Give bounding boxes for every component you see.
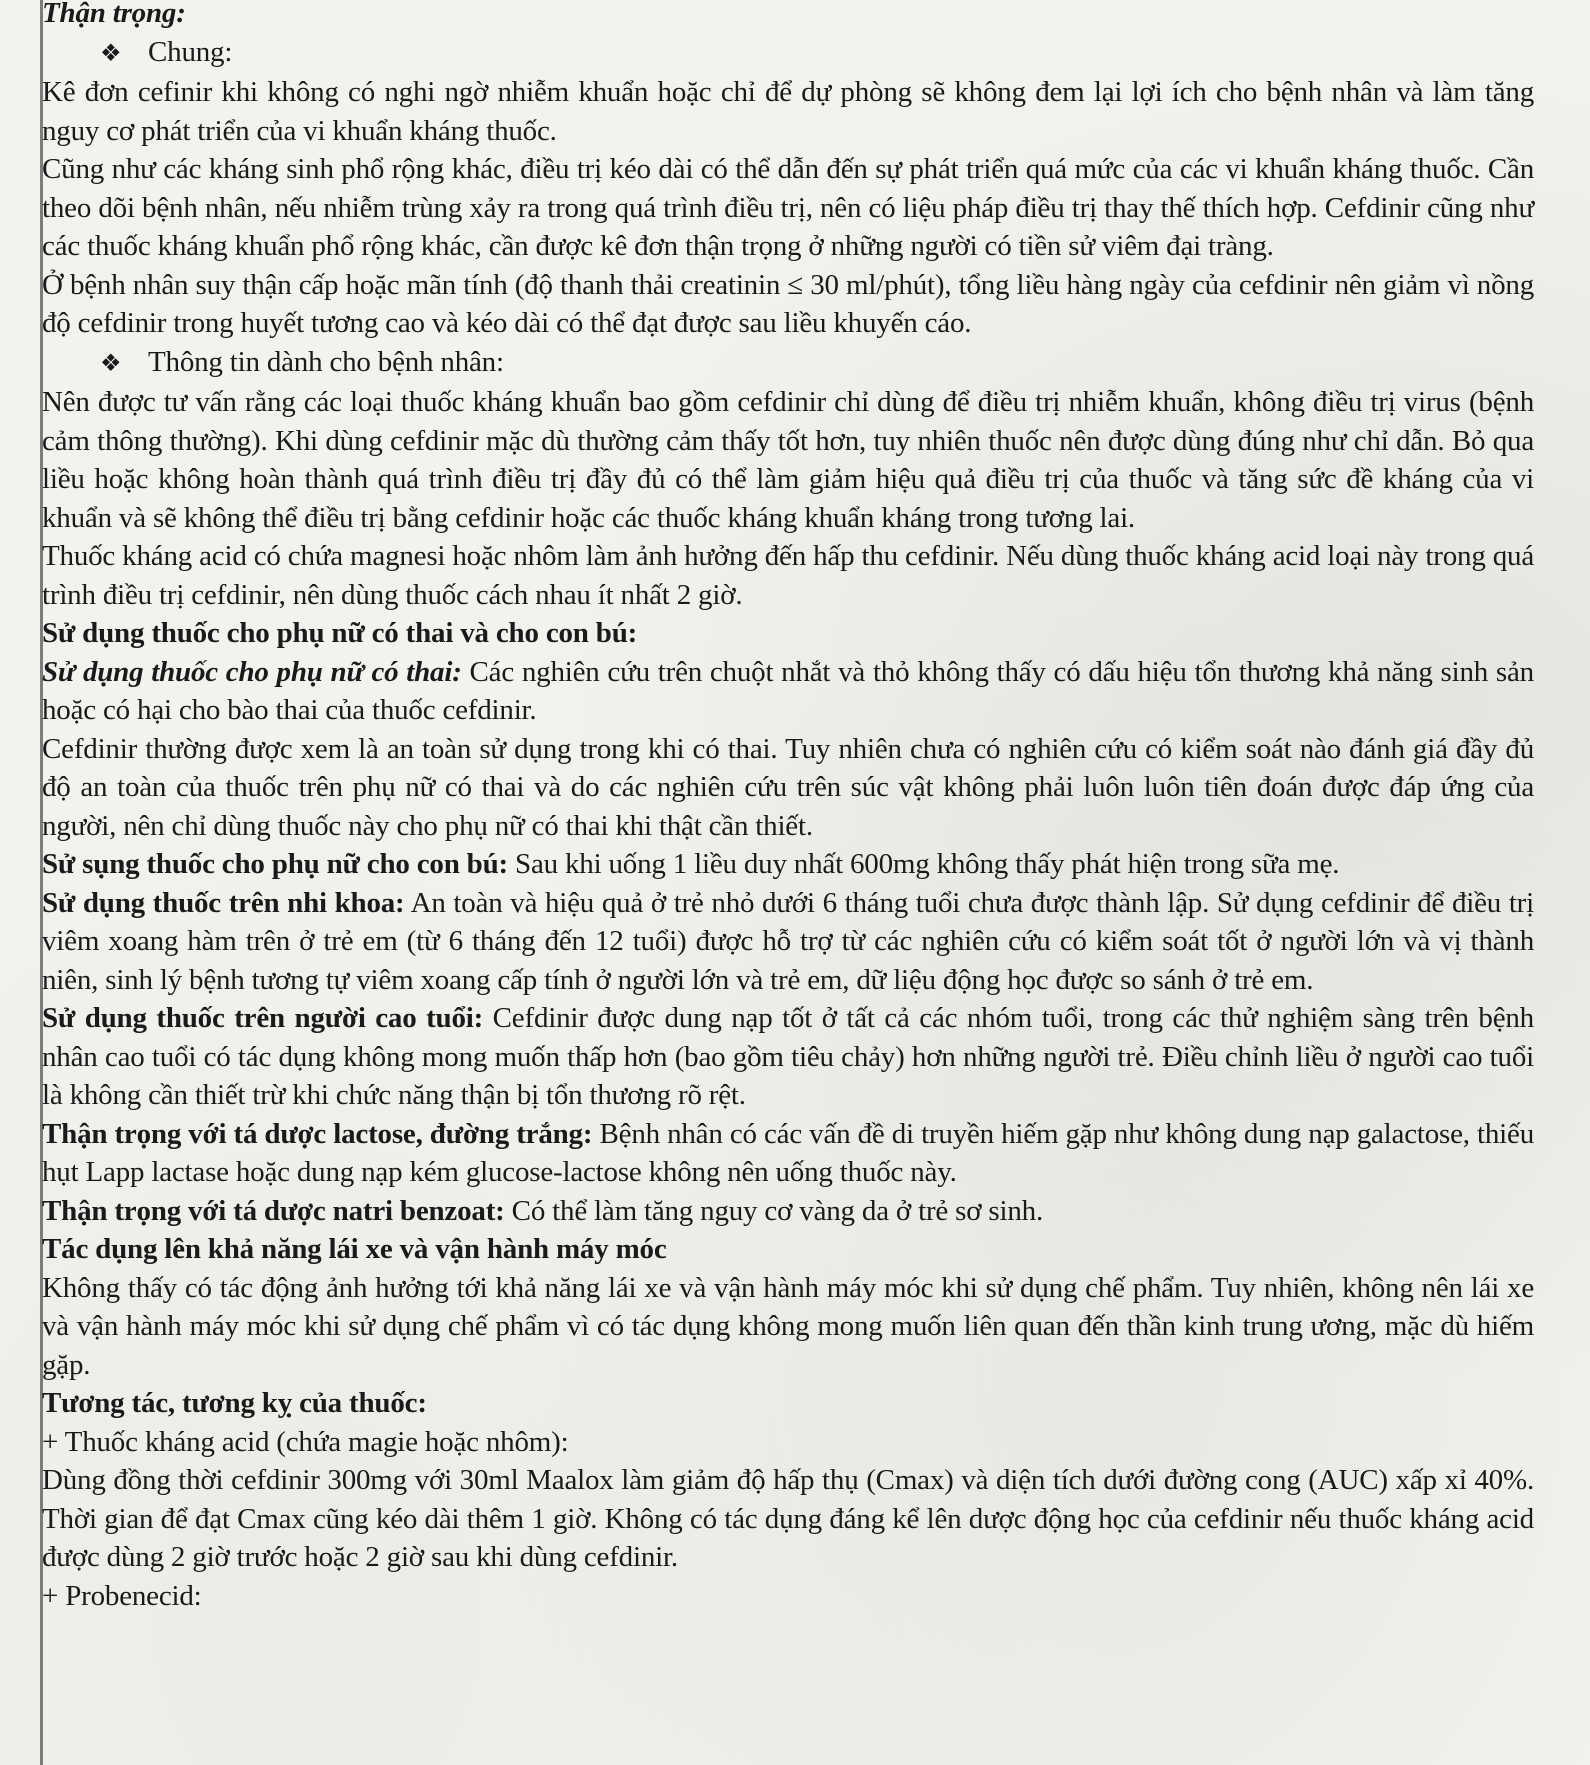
breastfeeding-lead: Sử sụng thuốc cho phụ nữ cho con bú:: [42, 848, 508, 880]
bullet-patient-info: [42, 343, 1534, 384]
paragraph-pediatric: [42, 884, 1534, 1000]
paragraph-general-2: Cũng như các kháng sinh phổ rộng khác, điều trị kéo dài có thể dẫn đến sự phát triển quá mức của các vi khuẩn kháng thuốc. Cần theo dõi bệnh nhân, nếu nhiễm trùng xảy ra trong quá trình điều trị, nên có liệu pháp điều trị thay thế thích hợp. Cefdinir cũng như các thuốc kháng khuẩn phổ rộng khác, cần được kê đơn thận trọng ở những người có tiền sử viêm đại tràng.: [42, 153, 1534, 262]
heading-driving: Tác dụng lên khả năng lái xe và vận hành máy móc: [42, 1233, 667, 1265]
lactose-lead: Thận trọng với tá dược lactose, đường trắng:: [42, 1117, 593, 1150]
pregnancy-text: Các nghiên cứu trên chuột nhắt và thỏ không thấy có dấu hiệu tổn thương khả năng sinh sản hoặc có hại cho bào thai của thuốc cefdinir.: [42, 655, 1534, 726]
paragraph-patient-1: Nên được tư vấn rằng các loại thuốc kháng khuẩn bao gồm cefdinir chỉ dùng để điều trị nhiễm khuẩn, không điều trị virus (bệnh cảm thông thường). Khi dùng cefdinir mặc dù thường cảm thấy tốt hơn, tuy nhiên thuốc nên được dùng đúng như chỉ dẫn. Bỏ qua liều hoặc không hoàn thành quá trình điều trị đầy đủ có thể làm giảm hiệu quả điều trị của thuốc và tăng sức đề kháng của vi khuẩn và sẽ không thể điều trị bằng cefdinir hoặc các thuốc kháng khuẩn kháng trong tương lai.: [42, 386, 1534, 534]
diamond-bullet-icon: ❖: [100, 40, 122, 67]
paragraph-antacid: Dùng đồng thời cefdinir 300mg với 30ml Maalox làm giảm độ hấp thụ (Cmax) và diện tích dưới đường cong (AUC) xấp xỉ 40%. Thời gian để đạt Cmax cũng kéo dài thêm 1 giờ. Không có tác dụng đáng kể lên dược động học của cefdinir nếu thuốc kháng acid được dùng 2 giờ trước hoặc 2 giờ sau khi dùng cefdinir.: [42, 1464, 1534, 1573]
paragraph-general-3: Ở bệnh nhân suy thận cấp hoặc mãn tính (độ thanh thải creatinin ≤ 30 ml/phút), tổng liều hàng ngày của cefdinir nên giảm vì nồng độ cefdinir trong huyết tương cao và kéo dài có thể đạt được sau liều khuyến cáo.: [42, 268, 1534, 339]
diamond-bullet-icon: ❖: [100, 350, 122, 377]
paragraph-benzoate: [42, 1192, 1534, 1231]
paragraph-pregnancy-2: Cefdinir thường được xem là an toàn sử dụng trong khi có thai. Tuy nhiên chưa có nghiên cứu có kiểm soát nào đánh giá đầy đủ độ an toàn của thuốc trên phụ nữ có thai và do các nghiên cứu trên súc vật không phải luôn luôn tiên đoán được đáp ứng của người, nên chỉ dùng thuốc này cho phụ nữ có thai khi thật cần thiết.: [42, 732, 1534, 842]
bullet-patient-label: Thông tin dành cho bệnh nhân:: [148, 345, 504, 378]
bullet-general: [42, 33, 1534, 74]
heading-pregnancy-lactation: Sử dụng thuốc cho phụ nữ có thai và cho con bú:: [42, 617, 638, 649]
benzoate-text: Có thể làm tăng nguy cơ vàng da ở trẻ sơ sinh.: [504, 1194, 1043, 1227]
paragraph-patient-2: Thuốc kháng acid có chứa magnesi hoặc nhôm làm ảnh hưởng đến hấp thu cefdinir. Nếu dùng thuốc kháng acid loại này trong quá trình điều trị cefdinir, nên dùng thuốc cách nhau ít nhất 2 giờ.: [42, 540, 1534, 611]
paragraph-elderly: [42, 999, 1534, 1115]
document-body: [42, 0, 1534, 1615]
paragraph-lactose: [42, 1115, 1534, 1192]
elderly-lead: Sử dụng thuốc trên người cao tuổi:: [42, 1002, 484, 1034]
pediatric-text: An toàn và hiệu quả ở trẻ nhỏ dưới 6 tháng tuổi chưa được thành lập. Sử dụng cefdinir để điều trị viêm xoang hàm trên ở trẻ em (từ 6 tháng đến 12 tuổi) được hỗ trợ từ các nghiên cứu có kiểm soát tốt ở người lớn và vị thành niên, sinh lý bệnh tương tự viêm xoang cấp tính ở người lớn và trẻ em, dữ liệu động học được so sánh ở trẻ em.: [42, 886, 1534, 996]
heading-interactions: Tương tác, tương kỵ của thuốc:: [42, 1387, 427, 1419]
interaction-item-probenecid: + Probenecid:: [42, 1579, 202, 1612]
pregnancy-lead: Sử dụng thuốc cho phụ nữ có thai:: [42, 655, 462, 688]
paragraph-breastfeeding: [42, 845, 1534, 884]
paragraph-pregnancy: [42, 653, 1534, 730]
section-title: Thận trọng:: [42, 0, 186, 29]
bullet-general-label: Chung:: [148, 35, 233, 68]
elderly-text: Cefdinir được dung nạp tốt ở tất cả các nhóm tuổi, trong các thử nghiệm sàng trên bệnh nhân cao tuổi có tác dụng không mong muốn thấp hơn (bao gồm tiêu chảy) hơn những người trẻ. Điều chỉnh liều ở người cao tuổi là không cần thiết trừ khi chức năng thận bị tổn thương rõ rệt.: [42, 1002, 1534, 1111]
pediatric-lead: Sử dụng thuốc trên nhi khoa:: [42, 886, 405, 919]
benzoate-lead: Thận trọng với tá dược natri benzoat:: [42, 1194, 505, 1227]
interaction-item-antacid: + Thuốc kháng acid (chứa magie hoặc nhôm):: [42, 1425, 569, 1458]
paragraph-driving: Không thấy có tác động ảnh hưởng tới khả năng lái xe và vận hành máy móc khi sử dụng chế phẩm. Tuy nhiên, không nên lái xe và vận hành máy móc khi sử dụng chế phẩm vì có tác dụng không mong muốn liên quan đến thần kinh trung ương, mặc dù hiếm gặp.: [42, 1271, 1534, 1381]
paragraph-general-1: Kê đơn cefinir khi không có nghi ngờ nhiễm khuẩn hoặc chỉ để dự phòng sẽ không đem lại lợi ích cho bệnh nhân và làm tăng nguy cơ phát triển của vi khuẩn kháng thuốc.: [42, 76, 1534, 147]
lactose-text: Bệnh nhân có các vấn đề di truyền hiếm gặp như không dung nạp galactose, thiếu hụt Lapp lactase hoặc dung nạp kém glucose-lactose không nên uống thuốc này.: [42, 1117, 1535, 1188]
breastfeeding-text: Sau khi uống 1 liều duy nhất 600mg không thấy phát hiện trong sữa mẹ.: [508, 848, 1340, 880]
